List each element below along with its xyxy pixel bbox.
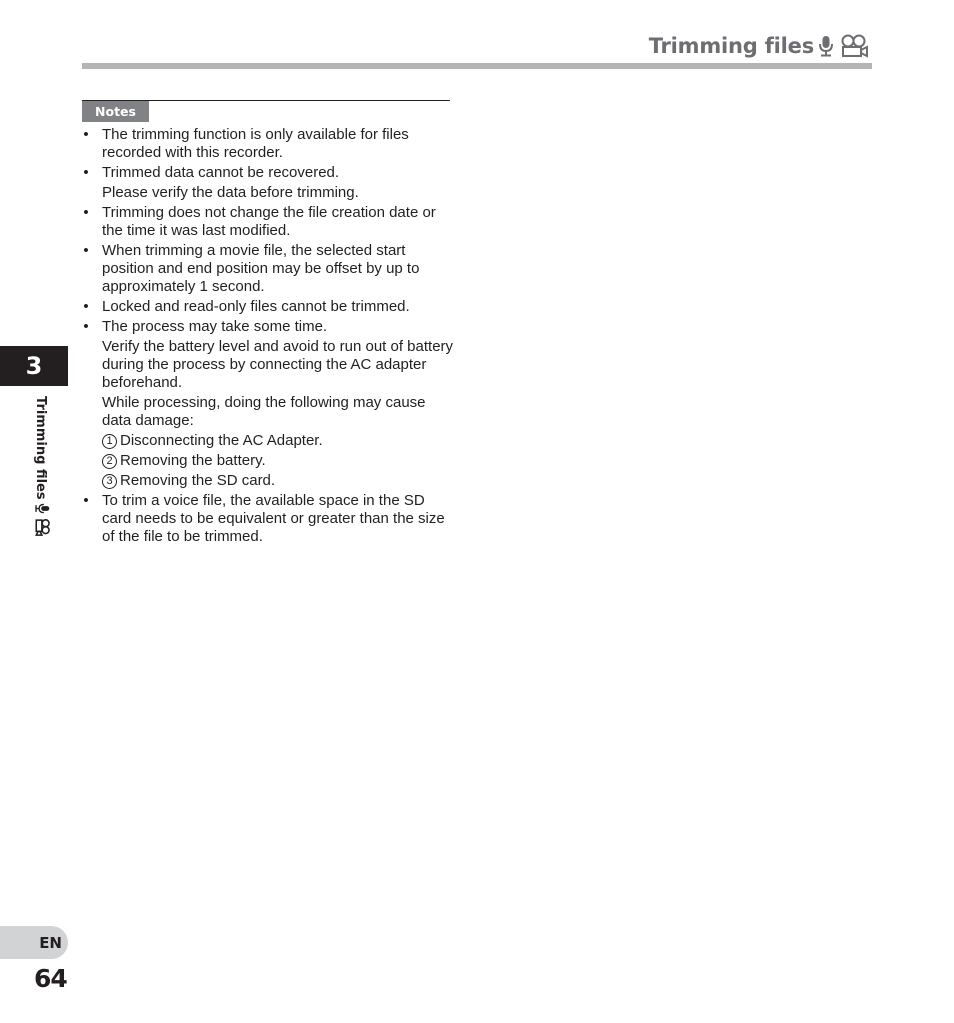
list-item: • Trimming does not change the file creation date or the time it was last modified. bbox=[83, 204, 436, 239]
list-item: • Locked and read-only files cannot be trimmed. bbox=[83, 298, 410, 315]
notes-label: Notes bbox=[82, 101, 149, 122]
list-item: • Trimmed data cannot be recovered. Please verify the data before trimming. bbox=[83, 164, 359, 201]
circled-number: 2 bbox=[102, 454, 117, 469]
notes-list bbox=[82, 126, 454, 548]
chapter-tab: 3 bbox=[0, 346, 68, 386]
circled-number: 1 bbox=[102, 434, 117, 449]
list-item: • To trim a voice file, the available space in the SD card needs to be equivalent or greater than the size of the file to be trimmed. bbox=[83, 492, 445, 545]
microphone-icon bbox=[818, 35, 834, 57]
video-camera-icon bbox=[838, 34, 870, 58]
microphone-icon bbox=[31, 503, 50, 514]
language-tab: EN bbox=[0, 926, 68, 959]
page-number: 64 bbox=[34, 964, 67, 993]
page-header-title bbox=[649, 34, 870, 58]
list-item: • The process may take some time. Verify the battery level and avoid to run out of battery during the process by connecting the AC adapter beforehand. While processing, doing the following may cause data damage: 1 Disconnecting the AC Adapter. 2 Removing the battery. 3 Removing the SD card. bbox=[83, 318, 454, 489]
video-camera-icon bbox=[31, 517, 50, 537]
side-title-text: Trimming files bbox=[33, 396, 48, 500]
header-title-text: Trimming files bbox=[648, 34, 814, 58]
side-chapter-title bbox=[30, 396, 58, 546]
list-item: • When trimming a movie file, the selected start position and end position may be offset by up to approximately 1 second. bbox=[83, 242, 420, 295]
header-divider bbox=[82, 63, 872, 69]
numbered-item: 2 Removing the battery. bbox=[102, 452, 454, 470]
list-item: • The trimming function is only available for files recorded with this recorder. bbox=[83, 126, 409, 161]
numbered-item: 3 Removing the SD card. bbox=[102, 472, 454, 490]
numbered-item: 1 Disconnecting the AC Adapter. bbox=[102, 432, 454, 450]
circled-number: 3 bbox=[102, 474, 117, 489]
